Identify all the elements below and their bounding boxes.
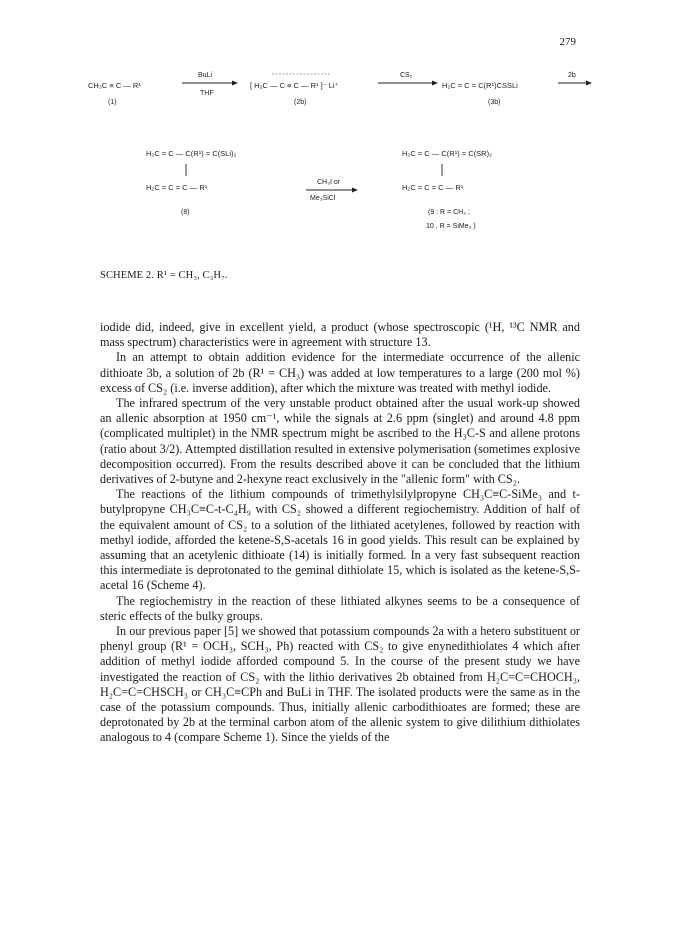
arrowhead-2 [432, 81, 438, 86]
compound-8-bottom: H₂C = C = C — R¹ [146, 183, 208, 192]
arrowhead-1 [232, 81, 238, 86]
compound-8-top: H₂C = C — C(R¹) = C(SLi)₂ [146, 149, 237, 158]
compound-9-bottom: H₂C = C = C — R¹ [402, 183, 464, 192]
label-1: (1) [108, 99, 117, 106]
paragraph-2: In an attempt to obtain addition evidence for the intermediate occurrence of the allenic dithioate 3b, a solution of 2b (R¹ = CH₃) was added at low temperatures to a large (200 mol %) excess of CS₂ (i.e. inverse addition), after which the mixture was treated with methyl iodide. [100, 350, 580, 395]
arrow-4-reagent: CH₃I or [317, 179, 341, 186]
label-3b: (3b) [488, 99, 501, 106]
arrow-4-reagent-alt: Me₃SiCl [310, 195, 336, 202]
scheme-caption: SCHEME 2. R¹ = CH₃, C₃H₇. [100, 270, 228, 281]
arrowhead-3 [586, 81, 592, 86]
label-9: (9 : R = CH₃ ; [428, 209, 470, 216]
reaction-scheme [0, 0, 680, 280]
paragraph-4: The reactions of the lithium compounds of trimethylsilylpropyne CH₃C≡C-SiMe₃ and t-butylpropyne CH₃C≡C-t-C₄H₉ with CS₂ showed a different regiochemistry. Addition of half of the equivalent amount of CS₂ to a solution of the lithiated acetylenes, followed by reaction with methyl iodide, afforded the ketene-S,S-acetals 16 in good yields. This result can be explained by assuming that an acetylenic dithioate (14) is initially formed. In a very fast subsequent reaction this intermediate is deprotonated to the geminal dithiolate 15, which is isolated as the ketene-S,S-acetal 16 (Scheme 4). [100, 487, 580, 593]
page-number: 279 [559, 36, 576, 48]
paragraph-3: The infrared spectrum of the very unstable product obtained after the usual work-up showed an allenic absorption at 1950 cm⁻¹, while the signals at 2.6 ppm (singlet) and around 4.8 ppm (complicated multiplet) in the NMR spectrum might be ascribed to the H₃C-S and allene protons (ratio about 3/2). Attempted distillation resulted in extensive polymerisation (sometimes explosive decomposition occurred). From the results described above it can be concluded that the lithium derivatives of 2-butyne and 2-hexyne react exclusively in the "allenic form" with CS₂. [100, 396, 580, 487]
label-8: (8) [181, 209, 190, 216]
arrow-2-reagent: CS₂ [400, 72, 413, 79]
label-2b: (2b) [294, 99, 307, 106]
arrow-3-reagent: 2b [568, 72, 576, 79]
paragraph-1: iodide did, indeed, give in excellent yield, a product (whose spectroscopic (¹H, ¹³C NMR and mass spectrum) characteristics were in agreement with structure 13. [100, 320, 580, 350]
arrowhead-4 [352, 188, 358, 193]
paragraph-5: The regiochemistry in the reaction of these lithiated alkynes seems to be a consequence of steric effects of the bulky groups. [100, 593, 580, 623]
product-3b: H₂C = C = C(R¹)CSSLi [442, 81, 518, 90]
compound-9-top: H₂C = C — C(R¹) = C(SR)₂ [402, 149, 492, 158]
arrow-1-solvent: THF [200, 90, 214, 97]
reactant-1: CH₃C ≡ C — R¹ [88, 81, 141, 90]
body-text [100, 320, 580, 746]
label-10: 10 , R = SiMe₃ ) [426, 223, 476, 230]
arrow-1-reagent: BuLi [198, 72, 213, 79]
paragraph-6: In our previous paper [5] we showed that potassium compounds 2a with a hetero substituent or phenyl group (R¹ = OCH₃, SCH₃, Ph) reacted with CS₂ to give enynedithiolates 4 which after addition of methyl iodide afforded compound 5. In the course of the present study we have investigated the reaction of CS₂ with the lithio derivatives 2b obtained from H₂C=C=CHOCH₃, H₂C=C=CHSCH₃ or CH₃C≡CPh and BuLi in THF. The isolated products were the same as in the case of the potassium compounds. Thus, initially allenic carbodithioates are formed; these are deprotonated by 2b at the terminal carbon atom of the allenic system to give dilithium dithiolates analogous to 4 (compare Scheme 1). Since the yields of the [100, 624, 580, 745]
intermediate-2b: [ H₂C — C ≡ C — R¹ ]⁻ Li⁺ [250, 81, 339, 90]
